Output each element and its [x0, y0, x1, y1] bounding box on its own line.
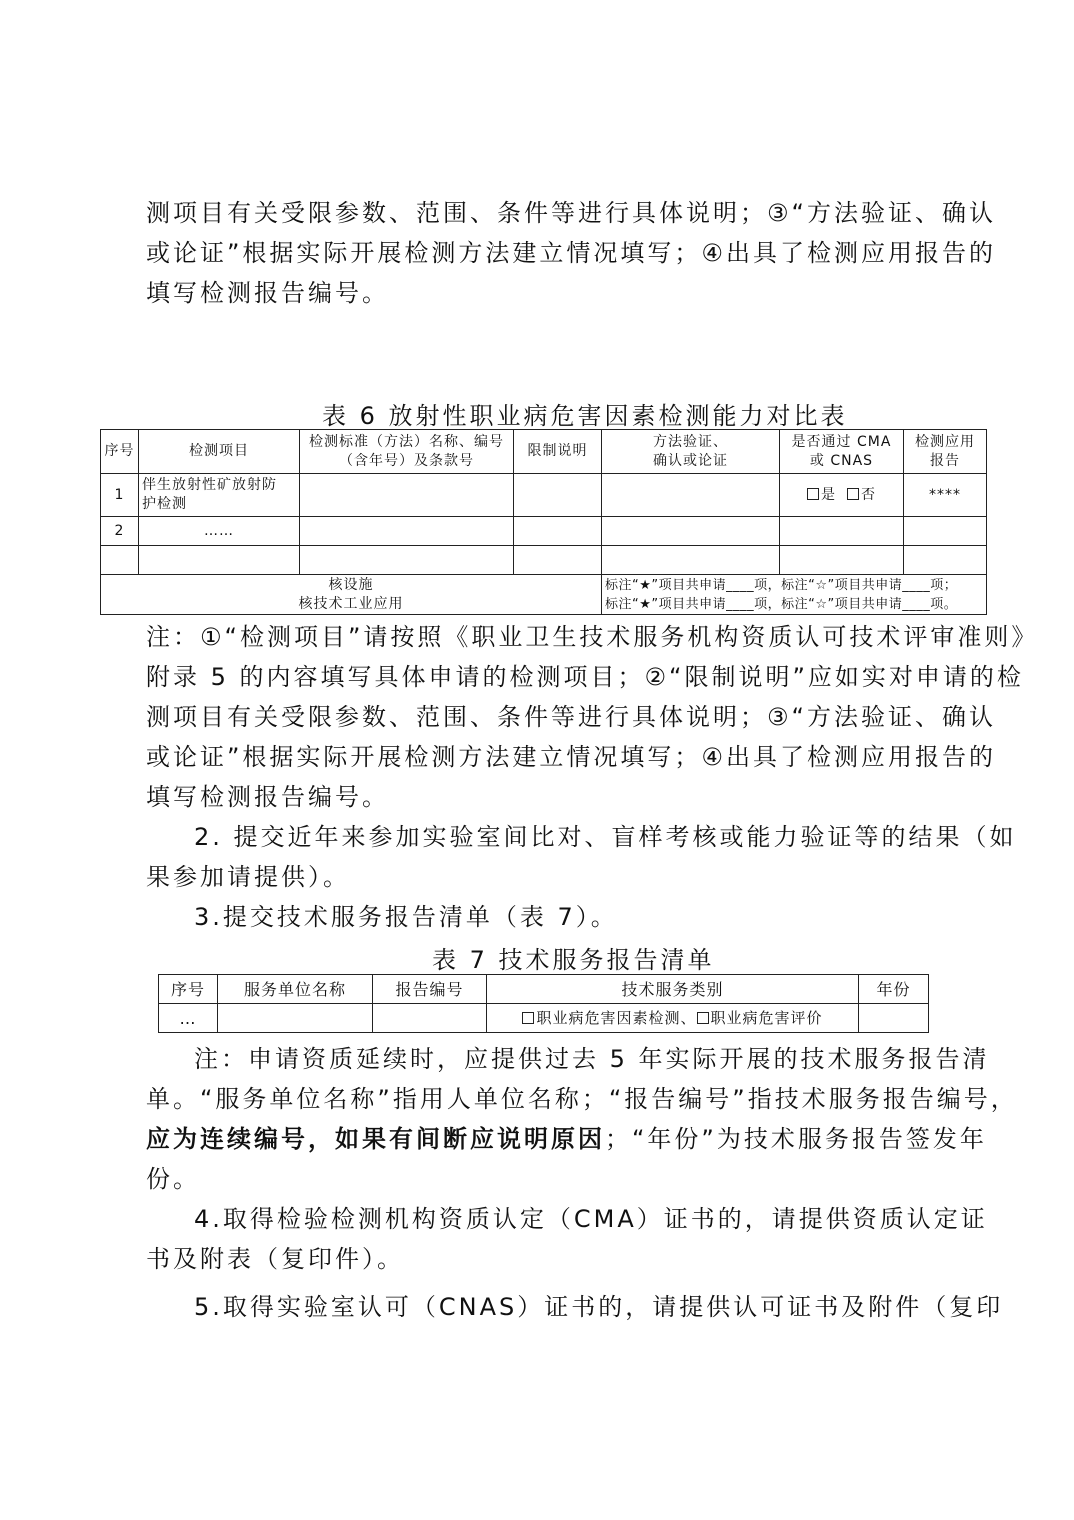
cell-cert[interactable] [780, 517, 904, 546]
text-line: 注：①“检测项目”请按照《职业卫生技术服务机构资质认可技术评审准则》 [146, 623, 1039, 651]
cell-cert[interactable] [780, 546, 904, 575]
header-cert-line: 或 CNAS [809, 452, 874, 469]
header-report-no: 报告编号 [373, 975, 487, 1004]
checkbox-detection[interactable] [522, 1012, 534, 1024]
cell-report-no[interactable] [373, 1004, 487, 1033]
footer-left-line: 核设施 [328, 576, 374, 593]
footer-left [101, 575, 602, 615]
header-method [602, 430, 780, 474]
table6-caption: 表 6 放射性职业病危害因素检测能力对比表 [322, 402, 848, 430]
footer-right-line: 标注“★”项目共申请____项，标注“☆”项目共申请____项； [605, 577, 958, 593]
header-cert [780, 430, 904, 474]
header-unit: 服务单位名称 [218, 975, 373, 1004]
cell-item-line: 伴生放射性矿放射防 [142, 477, 277, 493]
cell-cert [780, 474, 904, 517]
text-line [146, 1119, 987, 1159]
cell-unit[interactable] [218, 1004, 373, 1033]
footer-right [602, 575, 987, 615]
checkbox-detection-label: 职业病危害因素检测、 [536, 1008, 697, 1027]
cell-report: **** [904, 474, 987, 517]
checkbox-evaluation-label: 职业病危害评价 [710, 1008, 823, 1027]
text-line: 附录 5 的内容填写具体申请的检测项目；②“限制说明”应如实对申请的检 [146, 663, 1024, 691]
header-limit: 限制说明 [514, 430, 602, 474]
text-line: 2. 提交近年来参加实验室间比对、盲样考核或能力验证等的结果（如 [194, 823, 1017, 851]
cell-standard[interactable] [300, 517, 514, 546]
cell-item: …… [139, 517, 300, 546]
text-line: 份。 [146, 1165, 200, 1193]
table-row [159, 1004, 929, 1033]
header-standard-line: 检测标准（方法）名称、编号 [309, 433, 504, 450]
checkbox-no[interactable] [847, 488, 859, 500]
text-line: 注：申请资质延续时，应提供过去 5 年实际开展的技术服务报告清 [194, 1045, 990, 1073]
checkbox-yes-label: 是 [821, 486, 837, 503]
text-line: 填写检测报告编号。 [146, 783, 389, 811]
footer-right-line: 标注“★”项目共申请____项，标注“☆”项目共申请____项。 [605, 596, 958, 612]
cell-seq: 1 [101, 474, 139, 517]
table7-note [146, 1039, 1018, 1199]
text-line: 测项目有关受限参数、范围、条件等进行具体说明；③“方法验证、确认 [146, 703, 996, 731]
cell-report[interactable] [904, 517, 987, 546]
cell-method[interactable] [602, 474, 780, 517]
cell-standard[interactable] [300, 474, 514, 517]
text-line: 或论证”根据实际开展检测方法建立情况填写；④出具了检测应用报告的 [146, 239, 996, 267]
cell-seq: 2 [101, 517, 139, 546]
cell-report[interactable] [904, 546, 987, 575]
table-row [101, 517, 987, 546]
text-line: 填写检测报告编号。 [146, 279, 389, 307]
text-line: 测项目有关受限参数、范围、条件等进行具体说明；③“方法验证、确认 [146, 199, 996, 227]
item5-paragraph [146, 1287, 1004, 1327]
table7-caption: 表 7 技术服务报告清单 [432, 946, 715, 974]
text-line: 4.取得检验检测机构资质认定（CMA）证书的，请提供资质认定证 [194, 1205, 988, 1233]
cell-limit[interactable] [514, 474, 602, 517]
header-method-line: 方法验证、 [653, 433, 728, 450]
footer-left-line: 核技术工业应用 [298, 595, 404, 612]
header-report-line: 检测应用 [915, 433, 975, 450]
bold-text: 应为连续编号，如果有间断应说明原因 [146, 1125, 605, 1153]
text-line: 书及附表（复印件）。 [146, 1245, 404, 1273]
table6-footer-row [101, 575, 987, 615]
table7 [158, 974, 929, 1033]
header-method-line: 确认或论证 [653, 452, 728, 469]
text-line: 或论证”根据实际开展检测方法建立情况填写；④出具了检测应用报告的 [146, 743, 996, 771]
table-row [101, 474, 987, 517]
text-line: 5.取得实验室认可（CNAS）证书的，请提供认可证书及附件（复印 [194, 1293, 1004, 1321]
checkbox-evaluation[interactable] [697, 1012, 709, 1024]
checkbox-yes[interactable] [807, 488, 819, 500]
item2-paragraph [146, 817, 1017, 897]
cell-item-line: 护检测 [142, 496, 187, 512]
note-paragraph [146, 617, 1039, 817]
header-seq: 序号 [101, 430, 139, 474]
table6-header-row [101, 430, 987, 474]
text-line: 果参加请提供）。 [146, 863, 350, 891]
header-seq: 序号 [159, 975, 218, 1004]
header-report-line: 报告 [930, 452, 960, 469]
cell-method[interactable] [602, 517, 780, 546]
cell-seq[interactable] [101, 546, 139, 575]
table7-header-row [159, 975, 929, 1004]
top-paragraph [146, 193, 996, 313]
cell-item [139, 474, 300, 517]
table-row [101, 546, 987, 575]
cell-limit[interactable] [514, 546, 602, 575]
header-item: 检测项目 [139, 430, 300, 474]
text-line: 3.提交技术服务报告清单（表 7）。 [194, 903, 618, 931]
header-category: 技术服务类别 [487, 975, 859, 1004]
text-line: 单。“服务单位名称”指用人单位名称；“报告编号”指技术服务报告编号， [146, 1085, 1018, 1113]
cell-limit[interactable] [514, 517, 602, 546]
cell-standard[interactable] [300, 546, 514, 575]
header-report [904, 430, 987, 474]
cell-item[interactable] [139, 546, 300, 575]
cell-method[interactable] [602, 546, 780, 575]
header-standard-line: （含年号）及条款号 [339, 452, 474, 469]
header-cert-line: 是否通过 CMA [791, 433, 892, 450]
item4-paragraph [146, 1199, 988, 1279]
checkbox-no-label: 否 [860, 486, 876, 503]
header-standard [300, 430, 514, 474]
cell-seq: … [159, 1004, 218, 1033]
header-year: 年份 [859, 975, 929, 1004]
text-span: ；“年份”为技术服务报告签发年 [605, 1125, 987, 1153]
item3-paragraph [146, 897, 946, 937]
table6 [100, 429, 987, 615]
cell-year[interactable] [859, 1004, 929, 1033]
cell-category [487, 1004, 859, 1033]
